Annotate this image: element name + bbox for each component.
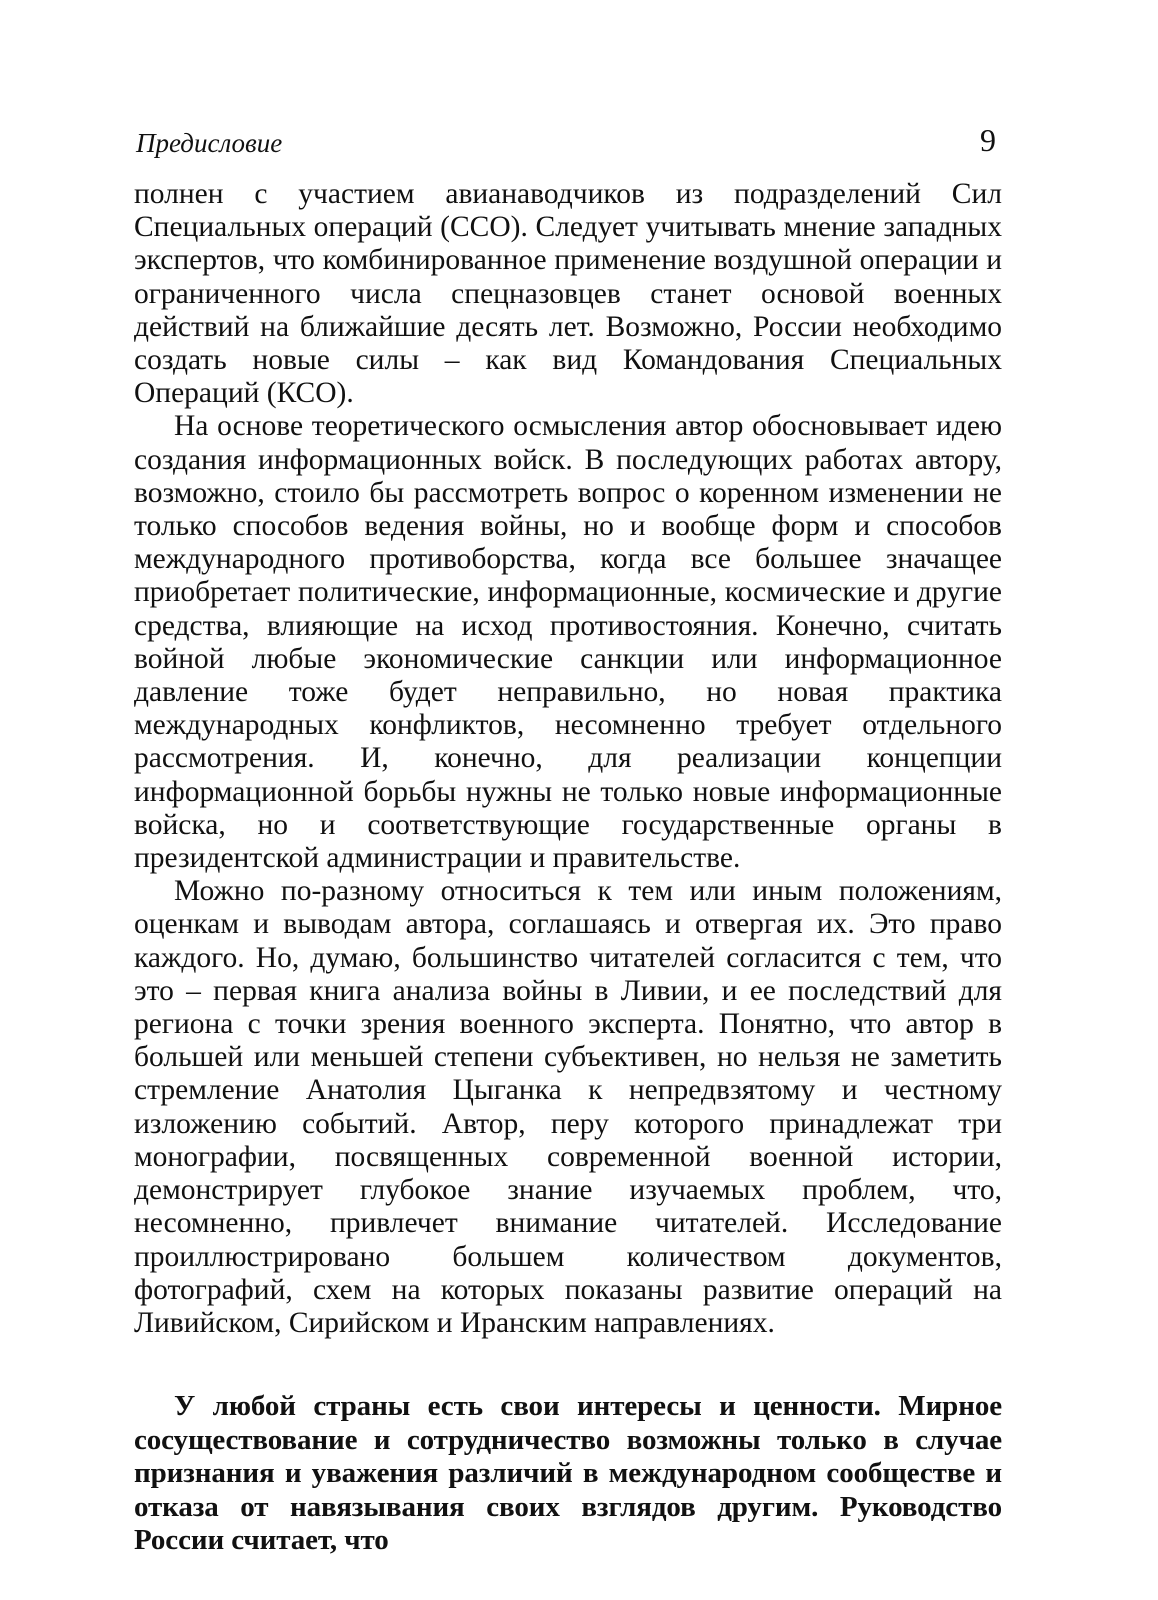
paragraph-information-troops: На основе теоретического осмысления автор обосновывает идею создания информационных войск. В последующих работах автору, возможно, стоило бы рассмотреть вопрос о коренном изменении не только способов ведения войны, но и вообще форм и способов международного противоборства, когда все большее значащее приобретает политические, информационные, космические и другие средства, влияющие на исход противостояния. Конечно, считать войной любые экономические санкции или информационное давление тоже будет неправильно, но новая практика международных конфликтов, несомненно требует отдельного рассмотрения. И, конечно, для реализации концепции информационной борьбы нужны не только новые информационные войска, но и соответствующие государственные органы в президентской администрации и правительстве. <box>134 410 1002 875</box>
paragraph-author-assessment: Можно по-разному относиться к тем или иным положениям, оценкам и выводам автора, соглашаясь и отвергая их. Это право каждого. Но, думаю, большинство читателей согласится с тем, что это – первая книга анализа войны в Ливии, и ее последствий для региона с точки зрения военного эксперта. Понятно, что автор в большей или меньшей степени субъективен, но нельзя не заметить стремление Анатолия Цыганка к непредвзятому и честному изложению событий. Автор, перу которого принадлежат три монографии, посвященных современной военной истории, демонстрирует глубокое знание изучаемых проблем, что, несомненно, привлечет внимание читателей. Исследование проиллюстрировано большем количеством документов, фотографий, схем на которых показаны развитие операций на Ливийском, Сирийском и Иранским направлениях. <box>134 875 1002 1339</box>
paragraph-bold-interests: У любой страны есть свои интересы и ценности. Мирное сосуществование и сотрудничество возможны только в случае признания и уважения различий в международном сообществе и отказа от навязывания своих взглядов другим. Руководство России считает, что <box>134 1390 1002 1557</box>
body-text <box>134 178 1002 1558</box>
running-head <box>134 122 1002 162</box>
paragraph-continuation: полнен с участием авианаводчиков из подразделений Сил Специальных операций (ССО). Следует учитывать мнение западных экспертов, что комбинированное применение воздушной операции и ограниченного числа спецназовцев станет основой военных действий на ближайшие десять лет. Возможно, России необходимо создать новые силы – как вид Командования Специальных Операций (КСО). <box>134 178 1002 410</box>
section-gap <box>134 1340 1002 1390</box>
page-number: 9 <box>980 122 996 158</box>
book-page <box>134 0 1002 1600</box>
running-title: Предисловие <box>136 128 283 158</box>
